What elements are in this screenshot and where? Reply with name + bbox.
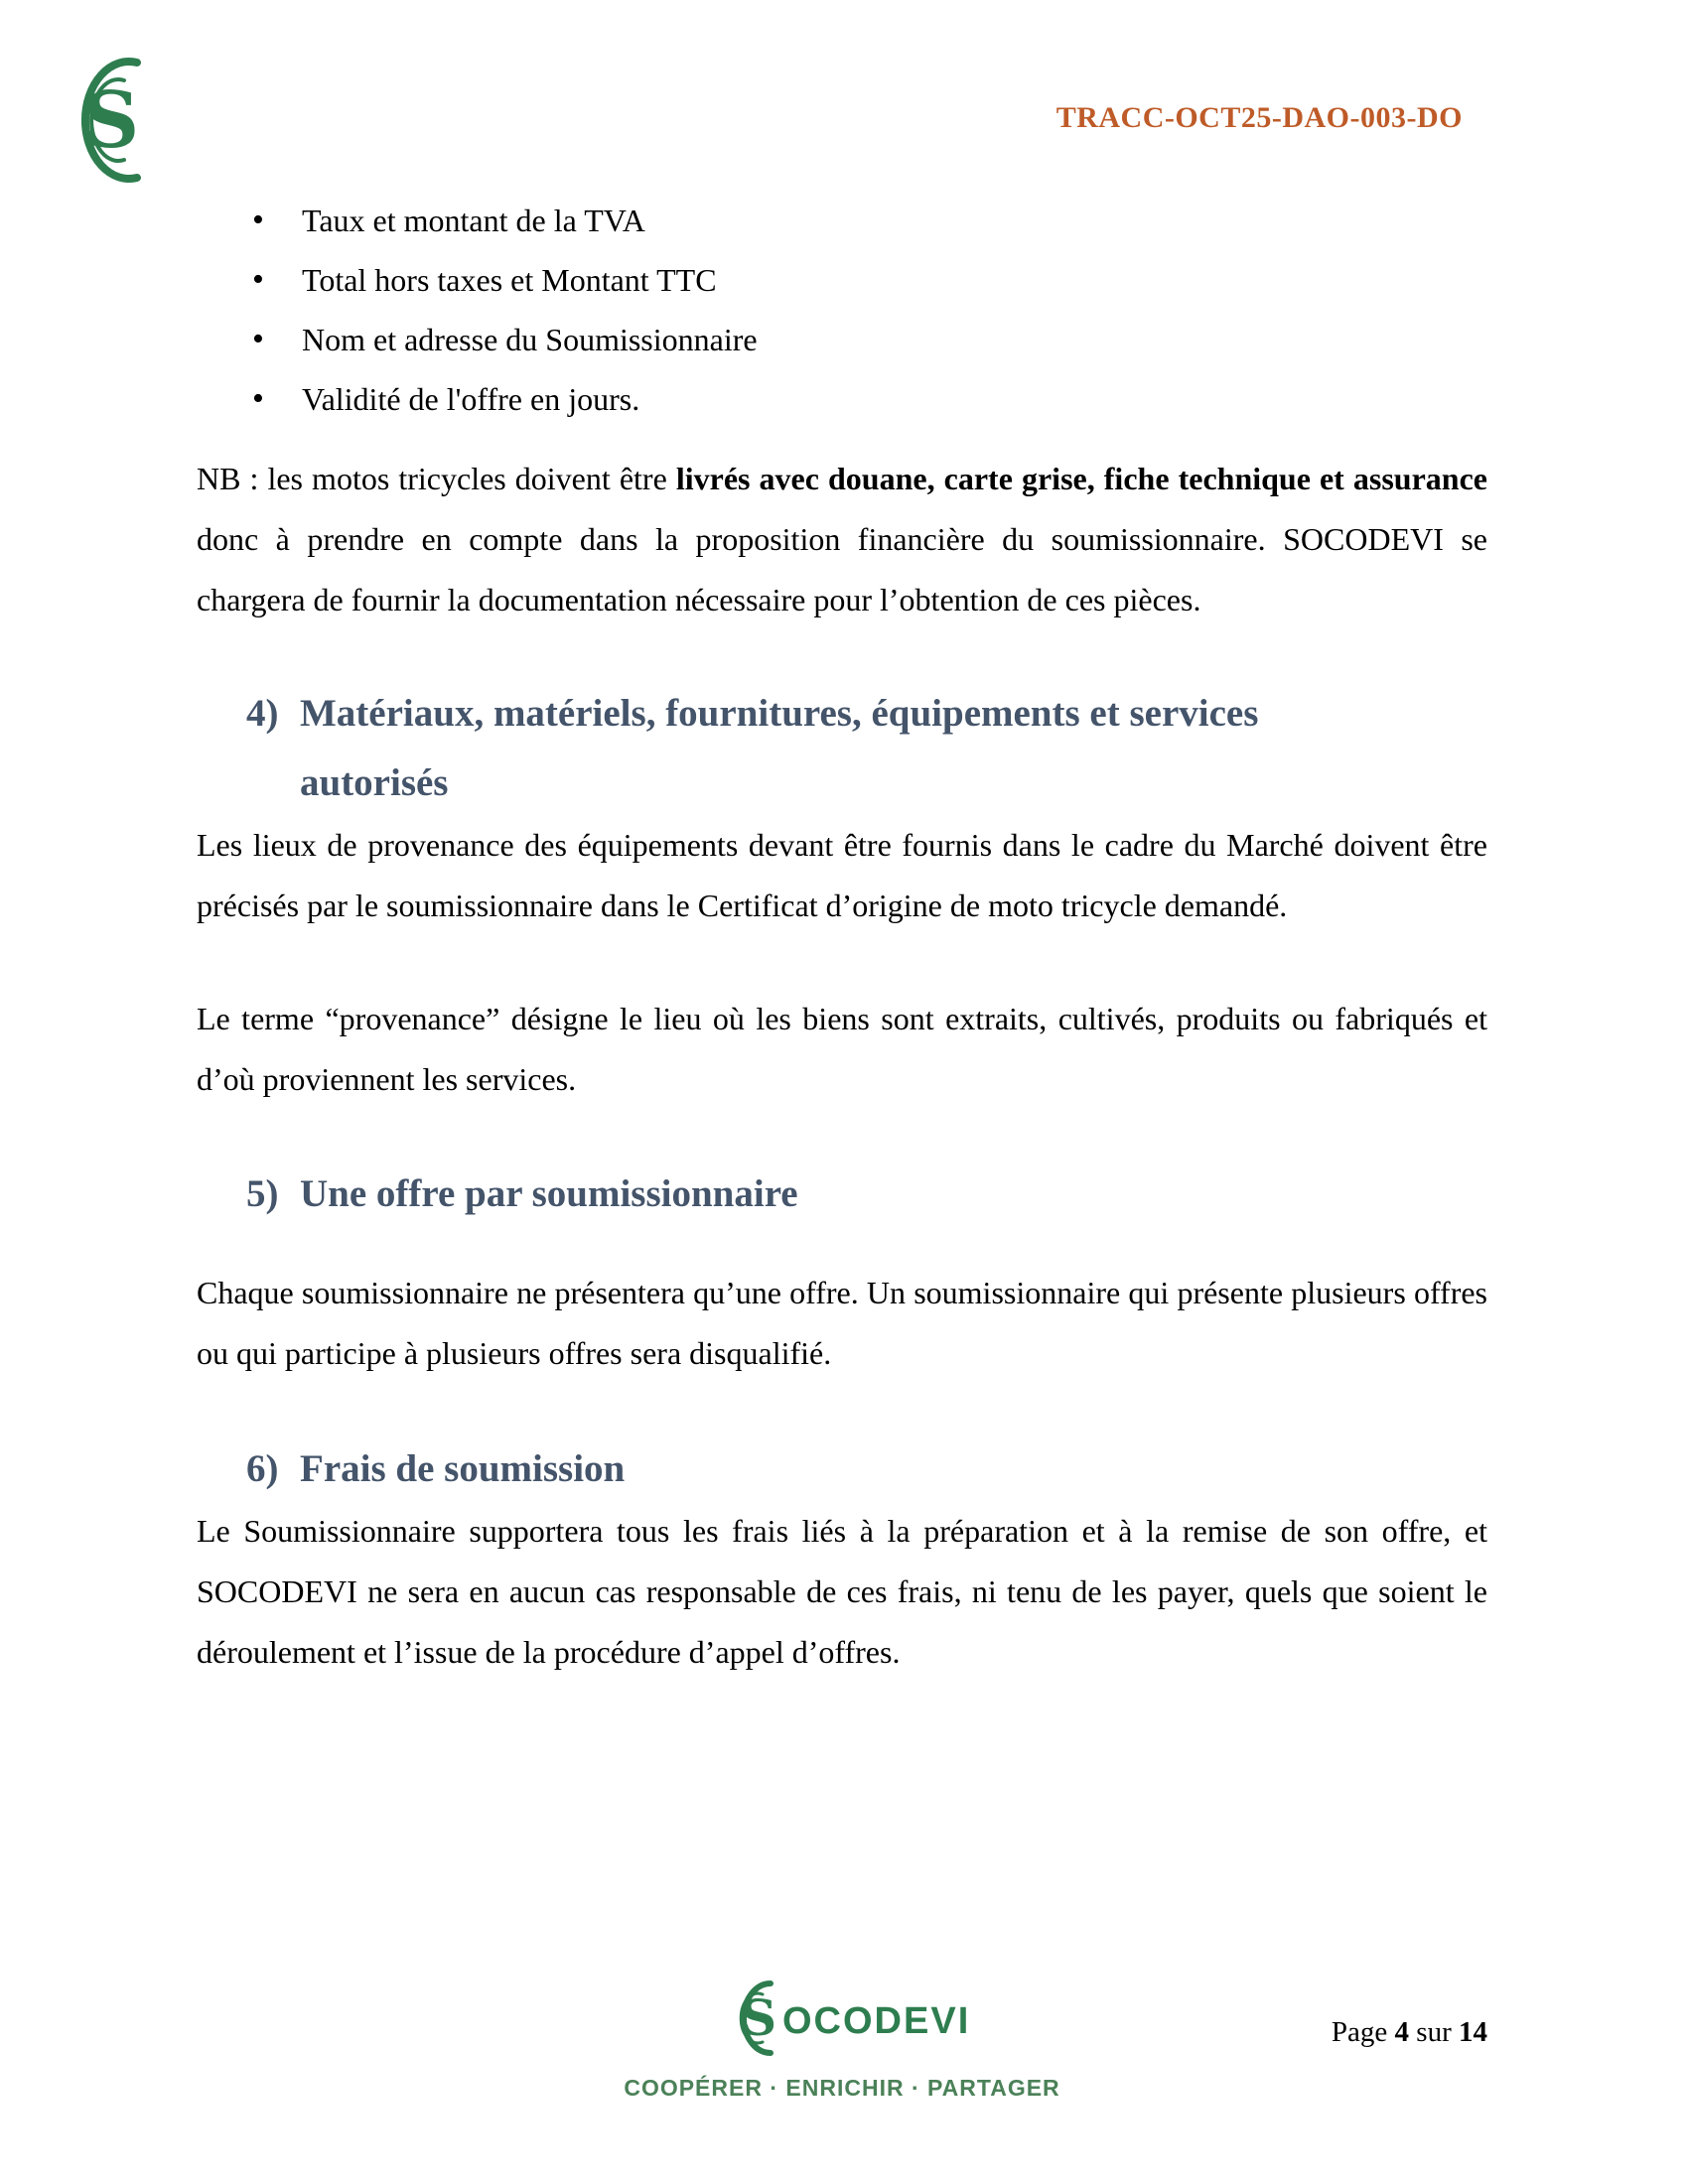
body-paragraph: Chaque soumissionnaire ne présentera qu’une offre. Un soumissionnaire qui présente plusieurs offres ou qui participe à plusieurs offres sera disqualifié. xyxy=(197,1275,1487,1371)
heading-number: 4) xyxy=(246,692,279,735)
bullet-list xyxy=(197,191,1487,429)
page-number: Page 4 sur 14 xyxy=(1331,2016,1487,2048)
document-code: TRACC-OCT25-DAO-003-DO xyxy=(1055,101,1463,134)
list-item: • Nom et adresse du Soumissionnaire xyxy=(197,310,1487,369)
body-paragraph: Les lieux de provenance des équipements devant être fournis dans le cadre du Marché doivent être précisés par le soumissionnaire dans le Certificat d’origine de moto tricycle demandé. xyxy=(197,827,1487,923)
list-item: • Taux et montant de la TVA xyxy=(197,191,1487,250)
section-heading-4 xyxy=(246,679,1489,818)
footer-tagline: COOPÉRER · ENRICHIR · PARTAGER xyxy=(624,2075,1060,2101)
section-heading-5 xyxy=(246,1160,1489,1229)
body-paragraph: Le Soumissionnaire supportera tous les frais liés à la préparation et à la remise de son offre, et SOCODEVI ne sera en aucun cas responsable de ces frais, ni tenu de les payer, quels que soient le déroulement et l’issue de la procédure d’appel d’offres. xyxy=(197,1513,1487,1670)
body-paragraph: Le terme “provenance” désigne le lieu où les biens sont extraits, cultivés, produits ou fabriqués et d’où proviennent les services. xyxy=(197,1001,1487,1097)
heading-title: Frais de soumission xyxy=(300,1447,626,1490)
section-heading-6 xyxy=(246,1434,1489,1504)
logo-letter: S xyxy=(82,75,140,166)
list-item: • Total hors taxes et Montant TTC xyxy=(197,250,1487,310)
nb-paragraph: NB : les motos tricycles doivent être livrés avec douane, carte grise, fiche technique et assurance donc à prendre en compte dans la proposition financière du soumissionnaire. SOCODEVI se chargera de fournir la documentation nécessaire pour l’obtention de ces pièces. xyxy=(197,461,1488,617)
heading-title: Une offre par soumissionnaire xyxy=(300,1172,798,1215)
footer-wordmark-rest: OCODEVI xyxy=(782,2000,971,2042)
heading-number: 5) xyxy=(246,1172,279,1215)
heading-title: Matériaux, matériels, fournitures, équipements et services autorisés xyxy=(300,692,1259,804)
heading-number: 6) xyxy=(246,1447,279,1490)
footer-wordmark-initial: S xyxy=(740,1988,777,2047)
list-item: • Validité de l'offre en jours. xyxy=(197,369,1487,429)
socodevi-logo-mark-icon xyxy=(64,56,153,185)
